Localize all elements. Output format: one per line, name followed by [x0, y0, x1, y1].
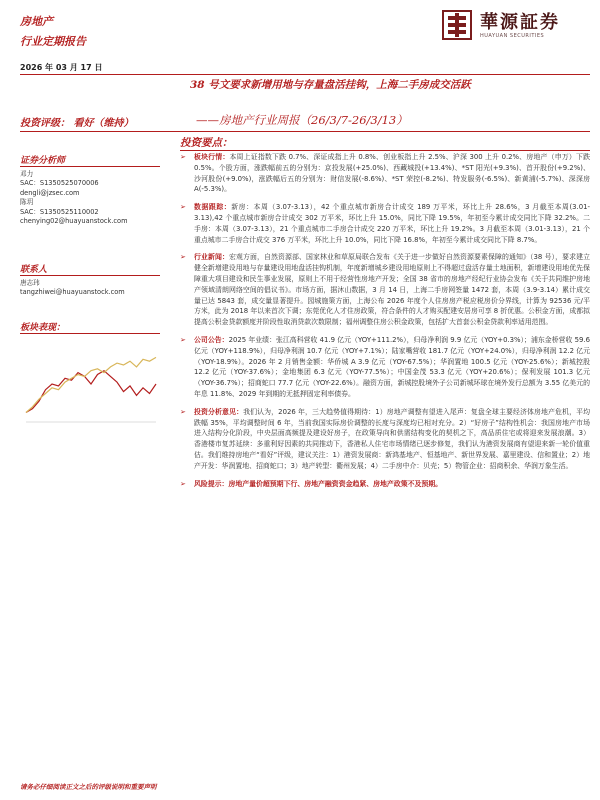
report-subtitle: ——房地产行业周报（26/3/7-26/3/13） — [196, 113, 408, 127]
bullet-icon: ➢ — [180, 153, 186, 161]
analyst-sac: SAC：S1350525070006 — [20, 179, 99, 188]
contact-email[interactable]: tangzhiwei@huayuanstock.com — [20, 288, 125, 297]
company-logo — [442, 8, 592, 50]
bullet-icon: ➢ — [180, 253, 186, 262]
logo-subtext: HUAYUAN SECURITIES — [480, 33, 545, 39]
bullet-icon: ➢ — [180, 335, 186, 344]
bullet-icon: ➢ — [180, 479, 186, 488]
key-point-announcements: ➢ 公司公告：2025 年业绩：张江高科营收 41.9 亿元（YOY+111.2%），归母净利润 9.9 亿元（YOY+0.3%）；浦东金桥营收 59.6 亿元（YOY+118.9%），归母净利润 10.7 亿元（YOY+7.1%）；陆家嘴营收 181.7 亿元（YOY+24.0%），归母净利润 12.2 亿元（YOY-18.9%）。2026 年 2 月销售金额：华侨城 A 3.9 亿元（YOY-67.5%）；华润置地 100.5 亿元（YOY-25.6%）；新城控股 12.2 亿元（YOY-37.6%）；金地集团 6.3 亿元（YOY-77.5%）；中国金茂 53.3 亿元（YOY+20.6%）；保利发展 101.3 亿元（YOY-36.7%）；招商蛇口 77.7 亿元（YOY-22.6%）。融资方面，新城控股境外子公司新城环球在境外发行总额为 3.55 亿美元的年息 11.8%、2029 年到期的无抵押固定利率债券。 — [180, 335, 591, 398]
investment-rating: 投资评级： 看好（维持） — [20, 118, 134, 129]
analyst-email[interactable]: chenying02@huayuanstock.com — [20, 217, 128, 226]
contact-section-title: 联系人 — [20, 265, 48, 275]
report-type: 行业定期报告 — [20, 35, 86, 48]
analyst-name: 邓力 — [20, 170, 34, 178]
key-point-investment: ➢ 投资分析意见：我们认为，2026 年，三大趋势值得期待：1）房地产调整有望进入尾声：复盘全球主要经济体房地产危机，平均跌幅 35%，平均调整时间 6 年，当前我国实际房价调整的长度与深度均已相对充分。2）“好房子”结构性机会：我国房地产市场进入结构分化阶段，中央层面高频提及建设好房子，在政策导向和供需结构变化的契机之下，高品质住宅或将迎来发展浪潮。3）香港楼市复苏延续：多重利好因素的共同推动下，香港私人住宅市场情绪已逐步修复，我们认为港资发展商有望迎来新一轮价值重估。我们维持房地产“看好”评级，建议关注：1）港资发展商：新鸿基地产、恒基地产、新世界发展、嘉里建设、信和置业；2）地产开发：华润置地、招商蛇口；3）地产转型：衢州发展；4）二手房中介：贝壳；5）物管企业：招商积余、华润万象生活。 — [180, 407, 591, 470]
key-point-news: ➢ 行业新闻：宏观方面，自然资源部、国家林业和草原局联合发布《关于进一步做好自然资源要素保障的通知》（38 号），要求建立健全新增建设用地与存量建设用地盘活挂钩机制，年度新增城乡建设用地原则上不得超过盘活存量土地面积，新增建设用地优先保障重大项目建设和民生事业发展，原则上不用于经营性房地产开发；全国 38 省市的房地产经纪行业协会发布《关于共同维护房地产领域清朗网络空间的倡议书》。市场方面，据沐山数据，3 月 14 日，上海二手房网签量 1472 套，本周（3.9-3.14）累计成交量已达 5843 套，成交量显著提升。园城施策方面，上海公布 2026 年度个人住房房产税应税房价分界线，计算为 92536 元/平方米，此为 2018 年以来首次下调；东莞优化人才住房政策，符合条件的人才购买配建安居房可享 8 折优惠。公积金方面，成都拟提高公积金贷款额度并阶段性取消贷款次数限制；福州调整住房公积金政策，包括扩大首套公积金贷款利率适用范围。 — [180, 253, 590, 327]
key-points-title: 投资要点： — [180, 137, 233, 149]
report-category-block — [20, 12, 86, 52]
analyst-sac: SAC：S1350525110002 — [20, 207, 99, 216]
logo-mark-icon — [442, 10, 472, 40]
key-points-body — [180, 152, 590, 496]
bullet-icon: ➢ — [180, 407, 186, 416]
key-point-market: ➢ 板块行情：本周上证指数下跌 0.7%、深证成指上升 0.8%、创业板指上升 2.5%、沪深 300 上升 0.2%、房地产（申万）下跌 0.5%。个股方面，涨跌幅前五的分别为：京投发展(+25.0%)、西藏城投(+13.4%)、*ST 阳光(+9.3%)、首开股份(+9.2%)、沙河股份(+9.0%)，涨跌幅后五的分别为：财信发展(-8.6%)、*ST 荣控(-8.2%)、特发服务(-6.5%)、新黄浦(-5.7%)、深深房 A(-5.3%)。 — [180, 153, 590, 194]
report-date: 2026 年 03 月 17 日 — [20, 63, 103, 72]
report-category: 房地产 — [20, 15, 53, 28]
sector-performance-chart — [20, 340, 160, 430]
section-divider — [20, 131, 590, 132]
contact-divider — [20, 275, 160, 276]
contact-name: 唐志玮 — [20, 279, 40, 287]
key-point-risk: ➢ 风险提示：房地产量价超预期下行、房地产融资资金趋紧、房地产政策不及预期。 — [180, 479, 443, 488]
trend-section-title: 板块表现： — [20, 323, 66, 333]
analyst-divider — [20, 166, 160, 167]
report-headline: 38 号文要求新增用地与存量盘活挂钩，上海二手房成交活跃 — [190, 79, 471, 91]
analyst-email[interactable]: dengli@jzsec.com — [20, 188, 80, 197]
chart-series-line-1 — [26, 371, 156, 413]
trend-divider — [20, 333, 160, 334]
analyst-section-title: 证券分析师 — [20, 156, 66, 166]
analyst-list — [20, 170, 128, 226]
contact-block — [20, 279, 125, 298]
key-point-data: ➢ 数据跟踪：新房：本周（3.07-3.13），42 个重点城市新房合计成交 189 万平米，环比上升 28.6%，3 月截至本周(3.01-3.13),42 个重点城市新房合计成交 302 万平米，环比上升 15.0%，同比下降 19.5%，年初至今累计成交同比下降 32.2%。二手房：本周（3.07-3.13），21 个重点城市二手房合计成交 220 万平米，环比上升 19.2%。3 月截至本周（3.01-3.13），21 个重点城市二手房合计成交 376 万平米，环比上升 10.0%，同比下降 16.8%，年初至今累计成交同比下降 8.7%。 — [180, 203, 591, 244]
bullet-icon: ➢ — [180, 203, 186, 212]
logo-text: 華源証券 — [480, 12, 560, 33]
header-divider — [20, 74, 590, 75]
disclaimer-footer: 请务必仔细阅读正文之后的评级说明和重要声明 — [20, 783, 157, 791]
chart-series-line-2 — [26, 357, 156, 412]
analyst-name: 陈玥 — [20, 198, 34, 207]
key-points-divider — [180, 150, 590, 151]
